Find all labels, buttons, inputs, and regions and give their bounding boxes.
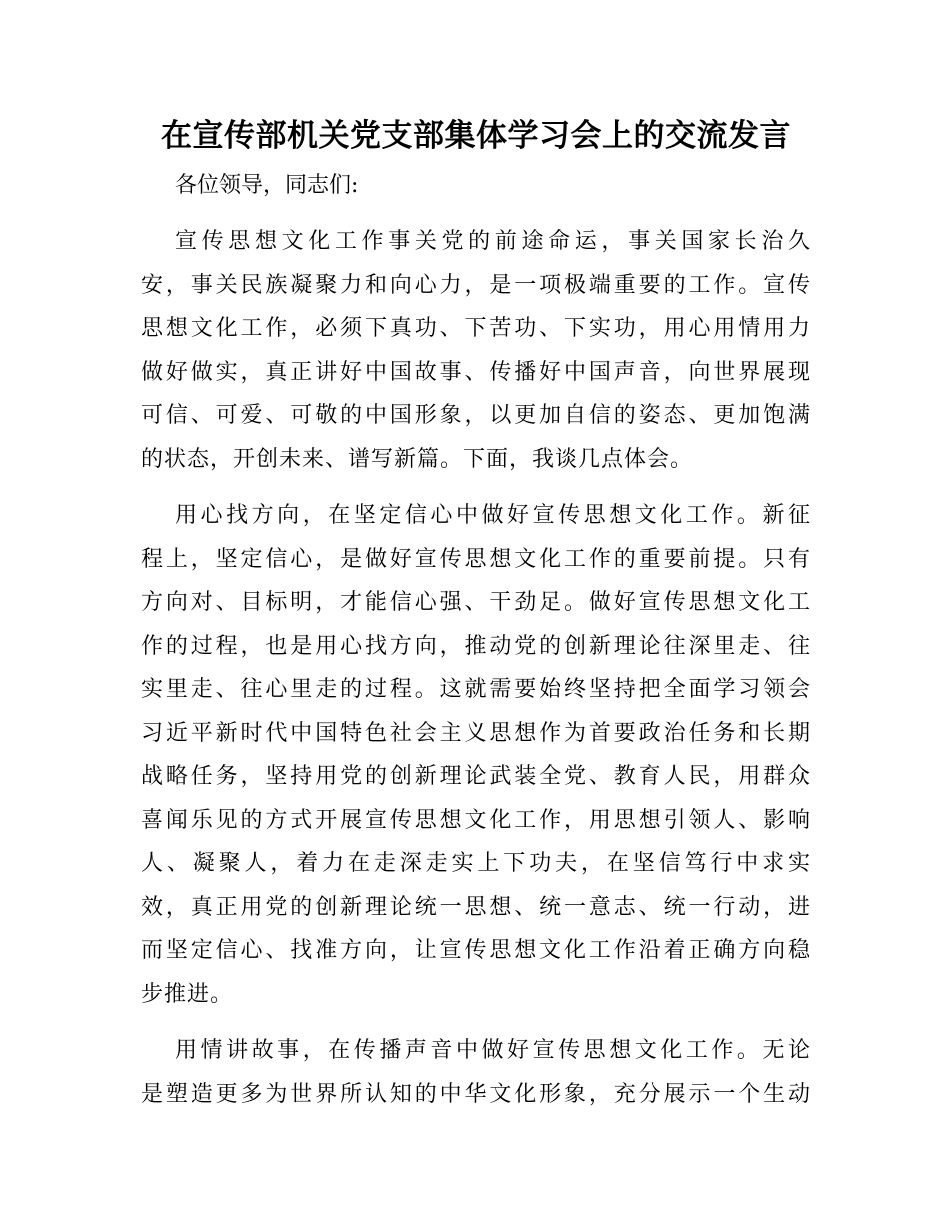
paragraph-line: 战略任务，坚持用党的创新理论武装全党、教育人民，用群众 [141, 764, 811, 789]
paragraph-line: 用心找方向，在坚定信心中做好宣传思想文化工作。新征 [175, 503, 811, 528]
paragraph-line: 步推进。 [141, 981, 234, 1007]
document-title: 在宣传部机关党支部集体学习会上的交流发言 [161, 118, 791, 154]
paragraph-line: 方向对、目标明，才能信心强、干劲足。做好宣传思想文化工 [141, 590, 811, 615]
paragraph-1 [141, 207, 811, 481]
paragraph-line: 喜闻乐见的方式开展宣传思想文化工作，用思想引领人、影响 [141, 807, 811, 833]
paragraph-line: 安，事关民族凝聚力和向心力，是一项极端重要的工作。宣传 [141, 272, 811, 298]
paragraph-line: 做好做实，真正讲好中国故事、传播好中国声音，向世界展现 [141, 359, 811, 385]
paragraph-line: 可信、可爱、可敬的中国形象，以更加自信的姿态、更加饱满 [141, 403, 811, 428]
paragraph-line: 程上，坚定信心，是做好宣传思想文化工作的重要前提。只有 [141, 546, 811, 572]
document-body [141, 112, 811, 1116]
salutation: 各位领导，同志们: [175, 173, 359, 198]
paragraph-line: 的状态，开创未来、谱写新篇。下面，我谈几点体会。 [141, 446, 694, 472]
paragraph-line: 是塑造更多为世界所认知的中华文化形象，充分展示一个生动 [141, 1081, 811, 1107]
paragraph-line: 宣传思想文化工作事关党的前途命运，事关国家长治久 [175, 229, 811, 254]
paragraph-line: 人、凝聚人，着力在走深走实上下功夫，在坚信笃行中求实 [141, 851, 811, 876]
paragraph-line: 而坚定信心、找准方向，让宣传思想文化工作沿着正确方向稳 [141, 938, 811, 963]
paragraph-line: 思想文化工作，必须下真功、下苦功、下实功，用心用情用力 [141, 316, 811, 341]
paragraph-3 [141, 1016, 811, 1116]
paragraph-2 [141, 481, 811, 1016]
paragraph-line: 用情讲故事，在传播声音中做好宣传思想文化工作。无论 [175, 1038, 811, 1063]
paragraph-line: 实里走、往心里走的过程。这就需要始终坚持把全面学习领会 [141, 677, 811, 702]
paragraph-line: 效，真正用党的创新理论统一思想、统一意志、统一行动，进 [141, 894, 811, 920]
paragraph-line: 作的过程，也是用心找方向，推动党的创新理论往深里走、往 [141, 633, 811, 659]
paragraph-line: 习近平新时代中国特色社会主义思想作为首要政治任务和长期 [141, 720, 811, 746]
